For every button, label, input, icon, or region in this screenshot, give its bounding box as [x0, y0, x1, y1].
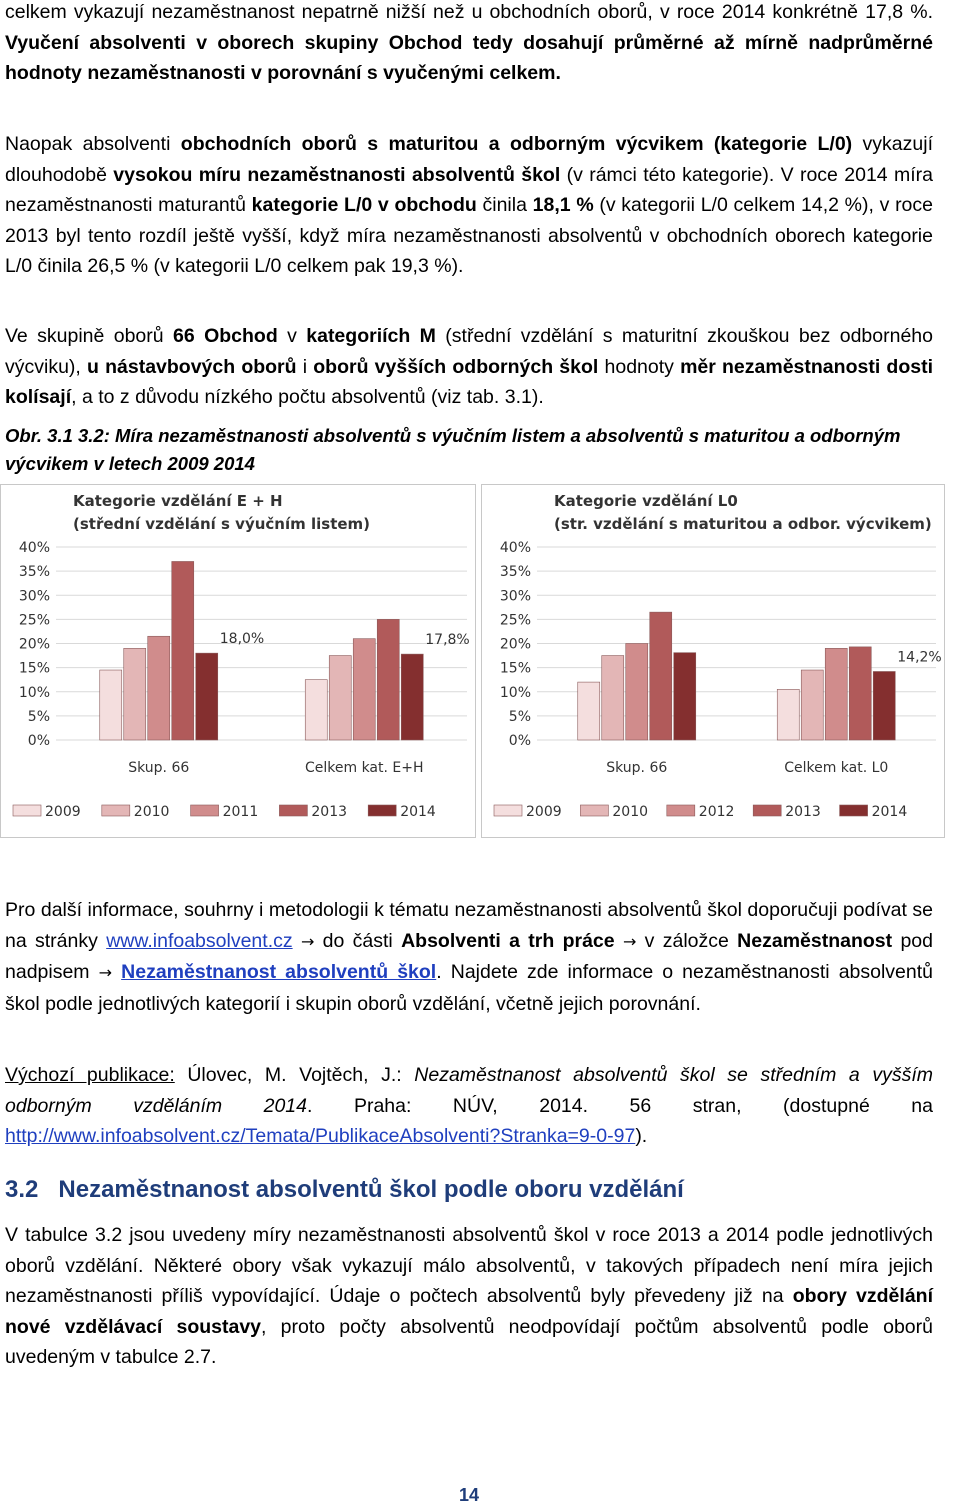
- legend-label: 2009: [45, 804, 81, 820]
- bar-2010: [801, 670, 823, 740]
- para1-text: celkem vykazují nezaměstnanost nepatrně nižší než u obchodních oborů, v roce 2014 konkrétně 17,8 %.: [5, 1, 933, 23]
- y-tick-label: 10%: [18, 684, 50, 701]
- y-tick-label: 40%: [499, 540, 531, 556]
- para4-b2: Nezaměstnanost: [737, 929, 893, 952]
- legend-label: 2013: [785, 804, 821, 820]
- data-label: 18,0%: [219, 631, 265, 648]
- chart-l0-svg: [482, 485, 944, 837]
- arrow-right-icon: →: [622, 931, 637, 951]
- para3-t6: , a to z důvodu nízkého počtu absolventů (viz tab. 3.1).: [71, 386, 544, 408]
- y-tick-label: 15%: [18, 660, 50, 677]
- chart-subtitle: (str. vzdělání s maturitou a odbor. výcvikem): [554, 515, 932, 533]
- chart-title: Kategorie vzdělání E + H: [73, 492, 283, 510]
- bar-2014: [674, 653, 696, 740]
- nezamestnanost-link[interactable]: Nezaměstnanost absolventů škol: [121, 961, 437, 983]
- x-category-label: Skup. 66: [606, 760, 668, 776]
- paragraph-6: [5, 1220, 933, 1373]
- bar-2009: [100, 670, 122, 740]
- para4-b1: Absolventi a trh práce: [401, 929, 615, 952]
- bar-2010: [124, 648, 146, 740]
- bar-2013: [849, 647, 871, 740]
- bar-2012: [825, 648, 847, 740]
- bar-2013: [650, 612, 672, 740]
- legend-swatch: [368, 805, 396, 816]
- bar-2010: [602, 656, 624, 740]
- para1-bold: Vyučení absolventi v oborech skupiny Obchod tedy dosahují průměrné až mírně nadprůměrné hodnoty nezaměstnanosti v porovnání s vyučenými celkem.: [5, 31, 933, 84]
- legend-label: 2011: [222, 804, 259, 820]
- para3-t5: hodnoty: [598, 355, 681, 378]
- para2-t2: vykazují dlouhodobě: [5, 133, 933, 186]
- figure-charts: [0, 484, 945, 839]
- y-tick-label: 30%: [499, 588, 531, 605]
- para3-t2: v: [277, 325, 307, 347]
- chart-l0: [481, 484, 945, 838]
- data-label: 14,2%: [897, 649, 942, 666]
- y-tick-label: 10%: [499, 684, 531, 701]
- publication-title: Nezaměstnanost absolventů škol se středním a vyšším odborným vzděláním 2014: [5, 1064, 933, 1117]
- bar-2014: [873, 671, 895, 740]
- source-label: Výchozí publikace:: [5, 1064, 175, 1086]
- y-tick-label: 15%: [499, 660, 531, 677]
- legend-swatch: [494, 805, 522, 816]
- caption-text: Obr. 3.1 3.2: Míra nezaměstnanosti absolventů s výučním listem a absolventů s maturitou a odborným výcvikem v letech 2009 2014: [5, 425, 901, 474]
- legend-swatch: [191, 805, 219, 816]
- y-tick-label: 30%: [18, 588, 50, 605]
- page-number: 14: [458, 1485, 480, 1505]
- para6-t2: , proto počty absolventů neodpovídají počtům absolventů podle oborů uvedeným v tabulce 2.7.: [5, 1315, 933, 1368]
- para3-b1: 66 Obchod: [173, 325, 278, 347]
- bar-2009: [777, 689, 799, 740]
- legend-label: 2009: [526, 804, 562, 820]
- section-heading: [5, 1176, 933, 1204]
- para5-t3: ).: [635, 1125, 648, 1147]
- legend-label: 2013: [311, 804, 348, 820]
- legend-swatch: [102, 805, 130, 816]
- para2-b1: obchodních oborů s maturitou a odborným výcvikem (kategorie L/0): [180, 133, 853, 155]
- para2-t3: (v rámci této kategorie). V roce 2014 míra nezaměstnanosti maturantů: [5, 163, 933, 216]
- bar-2009: [305, 680, 327, 740]
- y-tick-label: 0%: [508, 733, 531, 749]
- legend-swatch: [279, 805, 307, 816]
- chart-eh: [0, 484, 476, 838]
- para3-b4: oborů vyšších odborných škol: [313, 355, 599, 378]
- bar-2012: [626, 644, 648, 741]
- chart-subtitle: (střední vzdělání s výučním listem): [73, 515, 371, 533]
- arrow-right-icon: →: [98, 963, 113, 982]
- para4-t3: v záložce: [636, 929, 738, 952]
- para3-t1: Ve skupině oborů: [5, 325, 173, 347]
- para2-t1: Naopak absolventi: [5, 133, 181, 155]
- para6-t1: V tabulce 3.2 jsou uvedeny míry nezaměstnanosti absolventů škol v roce 2013 a 2014 podle jednotlivých oborů vzdělání. Některé obory však vykazují málo absolventů, v takových případech není míra jejich nezaměstnanosti příliš vypovídající. Údaje o počtech absolventů byly převedeny již na: [5, 1224, 933, 1307]
- section-title: Nezaměstnanost absolventů škol podle oboru vzdělání: [58, 1176, 684, 1203]
- bar-2014: [196, 653, 218, 740]
- para2-t4: činila: [476, 194, 533, 216]
- y-tick-label: 20%: [499, 636, 531, 653]
- y-tick-label: 25%: [18, 612, 50, 629]
- paragraph-3: [5, 321, 933, 413]
- x-category-label: Skup. 66: [128, 760, 190, 776]
- para4-t1: Pro další informace, souhrny i metodologii k tématu nezaměstnanosti absolventů škol doporučuji podívat se na stránky: [5, 899, 933, 952]
- bar-2010: [329, 656, 351, 740]
- para2-b2: vysokou míru nezaměstnanosti absolventů škol: [113, 163, 561, 186]
- figure-caption: [5, 422, 933, 478]
- para4-t5: . Najdete zde informace o nezaměstnanosti absolventů škol podle jednotlivých kategorií i skupin oborů vzdělání, včetně jejich porovnání.: [5, 961, 934, 1015]
- paragraph-4: [5, 895, 933, 1019]
- publication-link[interactable]: http://www.infoabsolvent.cz/Temata/PublikaceAbsolventi?Stranka=9-0-97: [5, 1125, 636, 1147]
- bar-2013: [172, 561, 194, 740]
- legend-swatch: [580, 805, 608, 816]
- bar-2009: [578, 682, 600, 740]
- chart-title: Kategorie vzdělání L0: [554, 492, 738, 510]
- para4-t4: pod nadpisem: [5, 929, 933, 983]
- paragraph-5: [5, 1060, 933, 1152]
- y-tick-label: 5%: [27, 708, 50, 725]
- legend-label: 2010: [612, 804, 649, 820]
- bar-2011: [353, 639, 375, 740]
- para6-b1: obory vzdělání nové vzdělávací soustavy: [5, 1285, 933, 1338]
- para3-t4: i: [296, 355, 314, 378]
- legend-label: 2014: [871, 804, 908, 820]
- legend-label: 2010: [133, 804, 170, 820]
- data-label: 17,8%: [425, 632, 470, 649]
- paragraph-1: [5, 0, 933, 89]
- paragraph-2: [5, 129, 933, 282]
- legend-swatch: [667, 805, 695, 816]
- para2-b4: 18,1 %: [532, 194, 594, 216]
- para3-b3: u nástavbových oborů: [87, 355, 297, 378]
- para3-t3: (střední vzdělání s maturitní zkouškou bez odborného výcviku),: [5, 325, 933, 378]
- arrow-right-icon: →: [300, 931, 315, 951]
- legend-swatch: [753, 805, 781, 816]
- legend-swatch: [13, 805, 41, 816]
- infoabsolvent-link[interactable]: www.infoabsolvent.cz: [106, 929, 293, 952]
- chart-eh-svg: [1, 485, 475, 837]
- legend-label: 2014: [400, 804, 436, 820]
- para5-t2: . Praha: NÚV, 2014. 56 stran, (dostupné na: [307, 1094, 933, 1117]
- section-number: 3.2: [5, 1176, 39, 1203]
- para2-b3: kategorie L/0 v obchodu: [251, 194, 477, 216]
- x-category-label: Celkem kat. L0: [784, 760, 889, 776]
- para2-t5: (v kategorii L/0 celkem 14,2 %), v roce 2013 byl tento rozdíl ještě vyšší, když míra nezaměstnanosti absolventů v obchodních oborech kategorie L/0 činila 26,5 % (v kategorii L/0 celkem pak 19,3 %).: [5, 194, 933, 277]
- para3-b5: měr nezaměstnanosti dosti kolísají: [5, 355, 933, 408]
- y-tick-label: 35%: [499, 564, 531, 581]
- para5-t1: Úlovec, M. Vojtěch, J.:: [174, 1064, 415, 1086]
- y-tick-label: 35%: [18, 564, 50, 581]
- bar-2011: [148, 636, 170, 740]
- y-tick-label: 5%: [508, 708, 531, 725]
- bar-2013: [377, 619, 399, 740]
- para4-t2: do části: [314, 929, 402, 952]
- para3-b2: kategoriích M: [306, 325, 436, 347]
- x-category-label: Celkem kat. E+H: [304, 760, 424, 776]
- y-tick-label: 0%: [27, 733, 50, 749]
- legend-label: 2012: [698, 804, 735, 820]
- bar-2014: [401, 654, 423, 740]
- y-tick-label: 25%: [499, 612, 531, 629]
- y-tick-label: 40%: [18, 540, 50, 556]
- legend-swatch: [840, 805, 868, 816]
- y-tick-label: 20%: [18, 636, 50, 653]
